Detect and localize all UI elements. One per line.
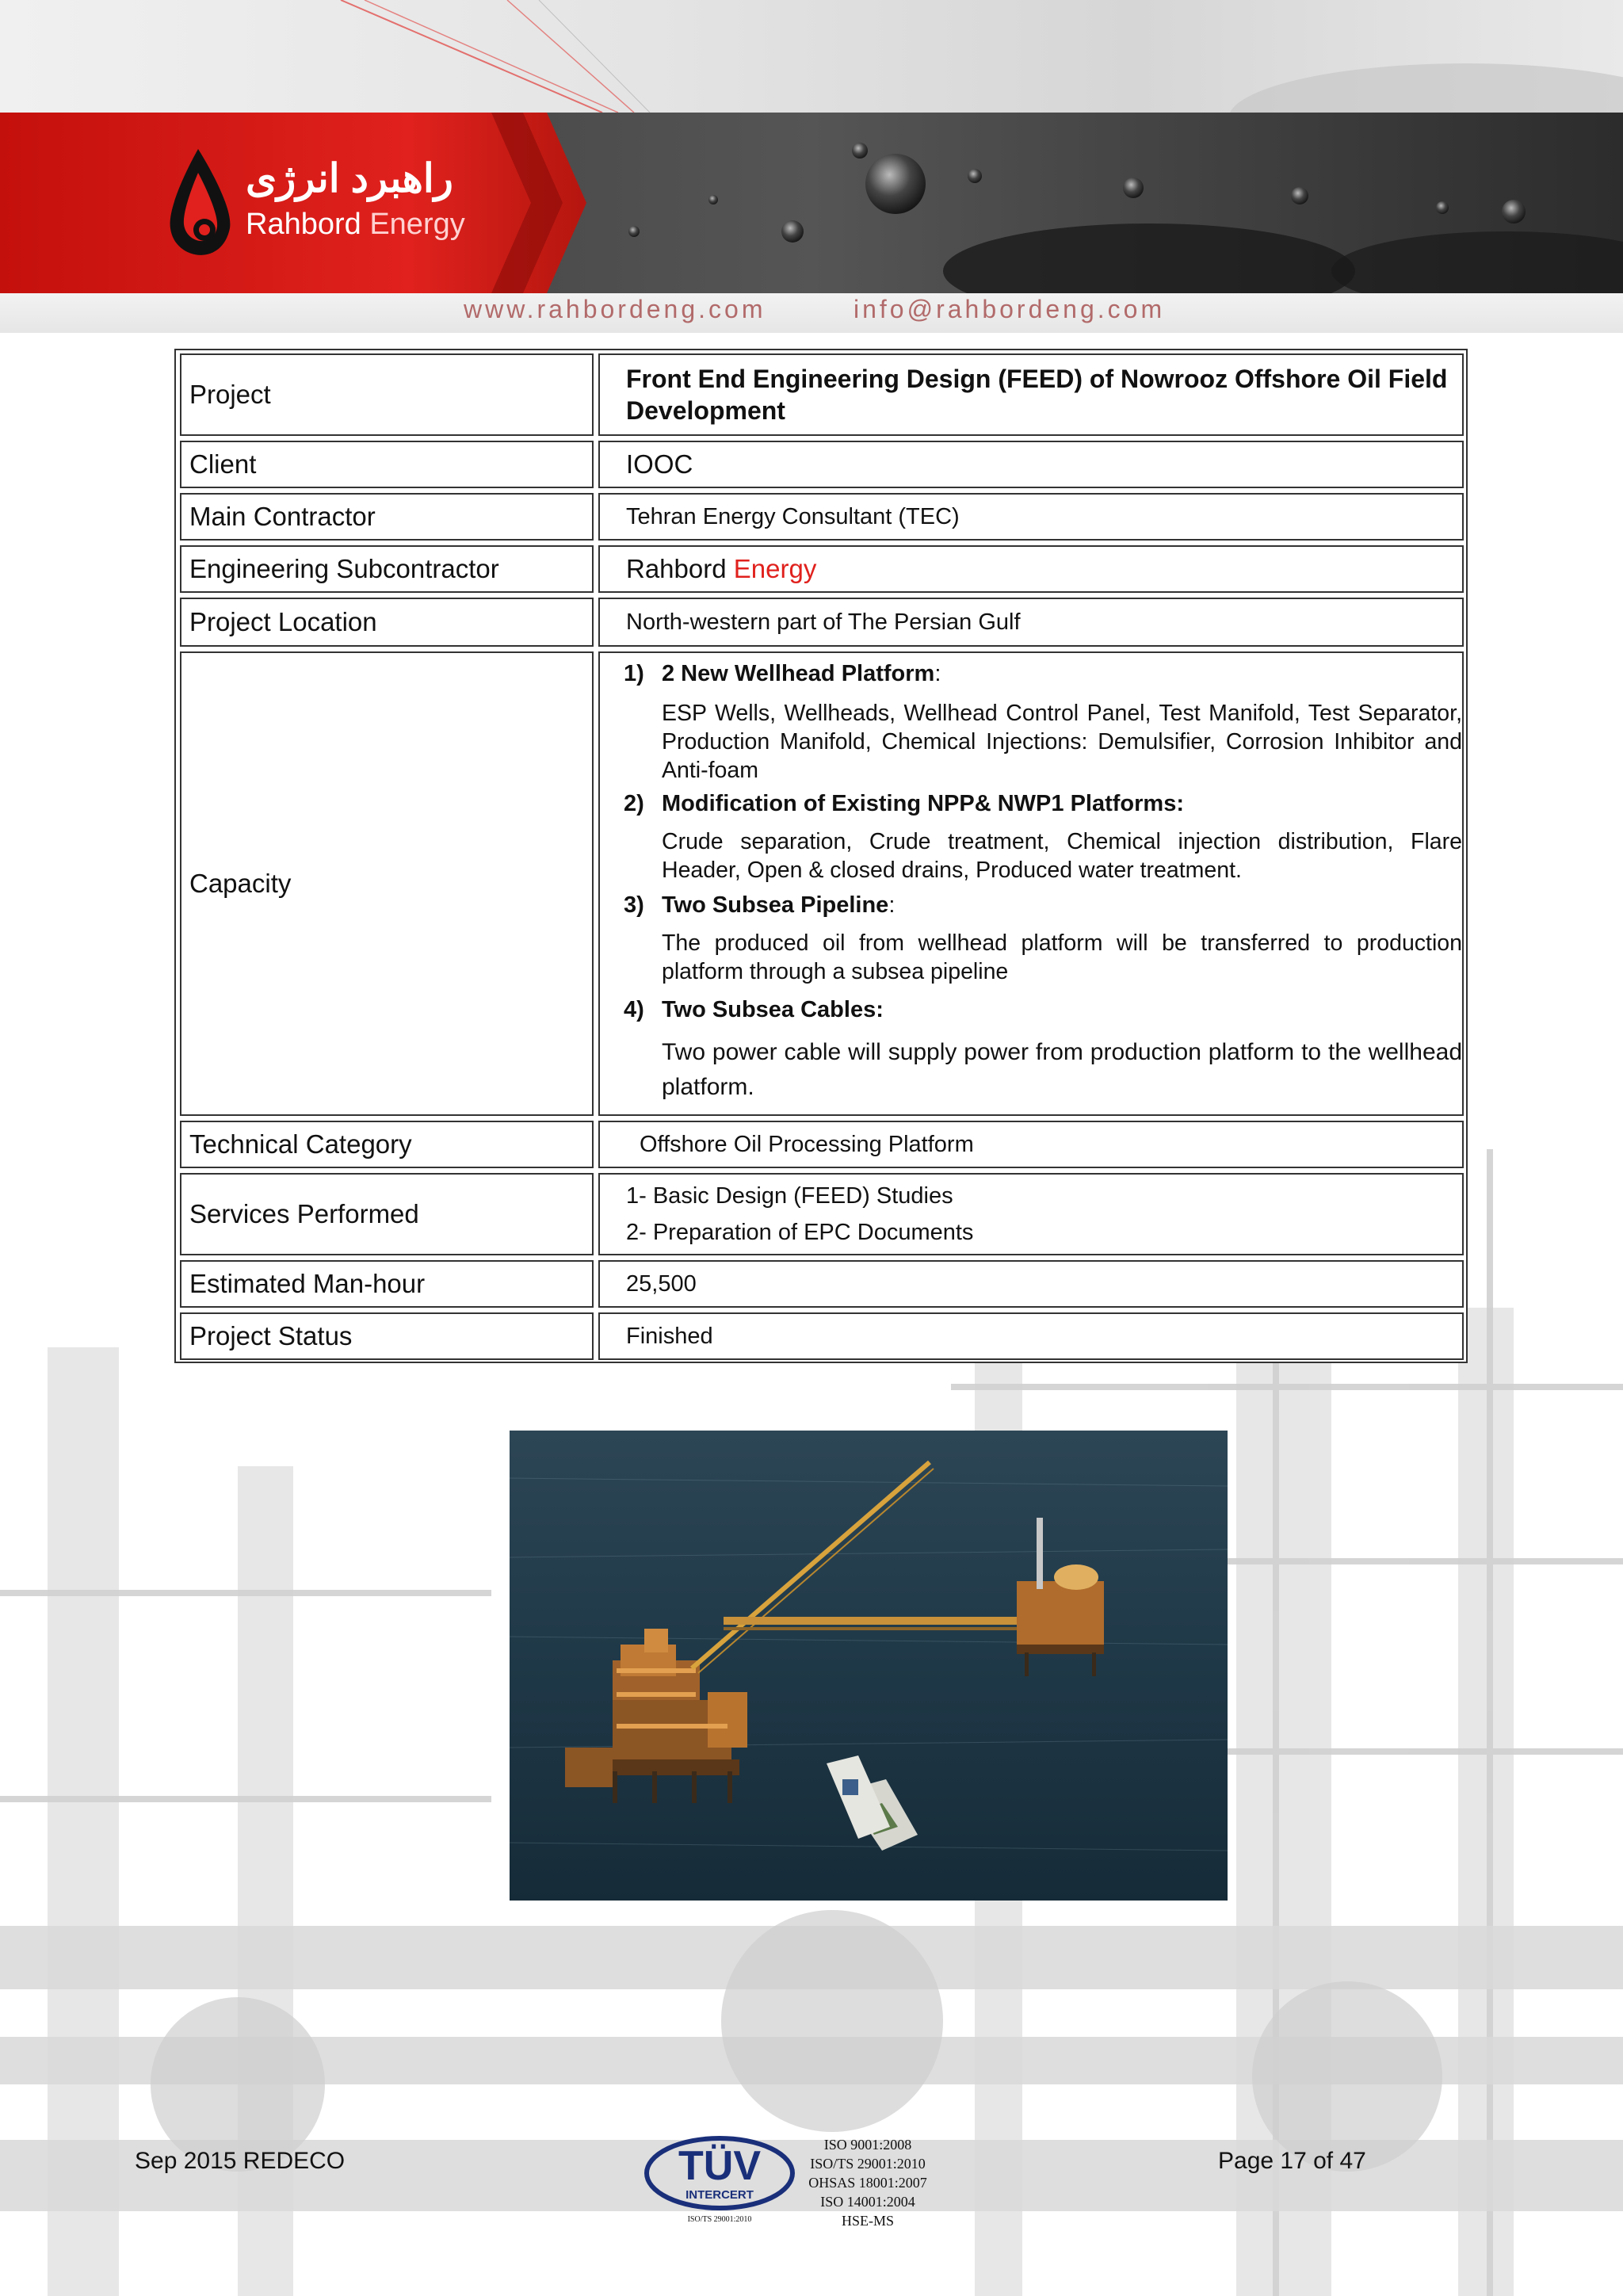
page-header — [0, 0, 1623, 333]
project-location-value: North-western part of The Persian Gulf — [598, 598, 1464, 647]
capacity-item: 2) Modification of Existing NPP& NWP1 Platforms: Crude separation, Crude treatment, Chemical injection distribution, Flare Header, Open & closed drains, Produced water treatment. — [624, 791, 1462, 883]
header-decor-lines — [0, 0, 1623, 113]
project-status-label: Project Status — [180, 1312, 594, 1360]
email-link[interactable]: info@rahbordeng.com — [854, 295, 1166, 323]
estimated-manhour-label: Estimated Man-hour — [180, 1260, 594, 1308]
services-performed-label: Services Performed — [180, 1173, 594, 1255]
capacity-item: 3) Two Subsea Pipeline: The produced oil from wellhead platform will be transferred to production platform through a subsea pipeline — [624, 892, 1462, 984]
engineering-subcontractor-label: Engineering Subcontractor — [180, 545, 594, 593]
project-value: Front End Engineering Design (FEED) of Nowrooz Offshore Oil Field Development — [598, 353, 1464, 436]
project-status-value: Finished — [598, 1312, 1464, 1360]
cert-item: HSE-MS — [841, 2213, 894, 2229]
tuv-intercert-logo — [642, 2132, 800, 2227]
technical-category-label: Technical Category — [180, 1121, 594, 1168]
service-item: 2- Preparation of EPC Documents — [626, 1220, 974, 1245]
cert-item: ISO/TS 29001:2010 — [810, 2156, 926, 2172]
project-label: Project — [180, 353, 594, 436]
svg-text:ISO/TS 29001:2010: ISO/TS 29001:2010 — [687, 2215, 752, 2224]
client-label: Client — [180, 441, 594, 488]
footer-date: Sep 2015 REDECO — [135, 2148, 346, 2174]
client-value: IOOC — [598, 441, 1464, 488]
cert-item: OHSAS 18001:2007 — [808, 2175, 927, 2191]
services-performed-list — [598, 1173, 1464, 1255]
cert-item: ISO 9001:2008 — [823, 2137, 912, 2153]
svg-text:INTERCERT: INTERCERT — [685, 2188, 754, 2202]
page-number: Page 17 of 47 — [1218, 2148, 1366, 2174]
service-item: 1- Basic Design (FEED) Studies — [626, 1183, 953, 1209]
logo-persian-text: راهبرد انرژی — [246, 156, 453, 201]
header-top-band — [0, 0, 1623, 113]
cert-item: ISO 14001:2004 — [820, 2194, 915, 2210]
capacity-item: 4) Two Subsea Cables: Two power cable will supply power from production platform to the wellhead platform. — [624, 997, 1462, 1100]
capacity-label: Capacity — [180, 651, 594, 1116]
project-location-label: Project Location — [180, 598, 594, 647]
offshore-platform-photo — [510, 1431, 1228, 1901]
capacity-list — [598, 651, 1464, 1116]
website-link[interactable]: www.rahbordeng.com — [464, 295, 766, 323]
logo-english-text: Rahbord Energy — [246, 208, 465, 241]
certification-list — [796, 2135, 939, 2230]
svg-text:TÜV: TÜV — [678, 2143, 761, 2189]
main-contractor-value: Tehran Energy Consultant (TEC) — [598, 493, 1464, 541]
header-contact-band — [0, 293, 1623, 333]
technical-category-value: Offshore Oil Processing Platform — [598, 1121, 1464, 1168]
capacity-item: 1) 2 New Wellhead Platform: ESP Wells, Wellheads, Wellhead Control Panel, Test Manifold, Test Separator, Production Manifold, Chemical Injections: Demulsifier, Corrosion Inhibitor and Anti-foam — [624, 661, 1462, 783]
engineering-subcontractor-value: Rahbord Energy — [598, 545, 1464, 593]
main-contractor-label: Main Contractor — [180, 493, 594, 541]
estimated-manhour-value: 25,500 — [598, 1260, 1464, 1308]
